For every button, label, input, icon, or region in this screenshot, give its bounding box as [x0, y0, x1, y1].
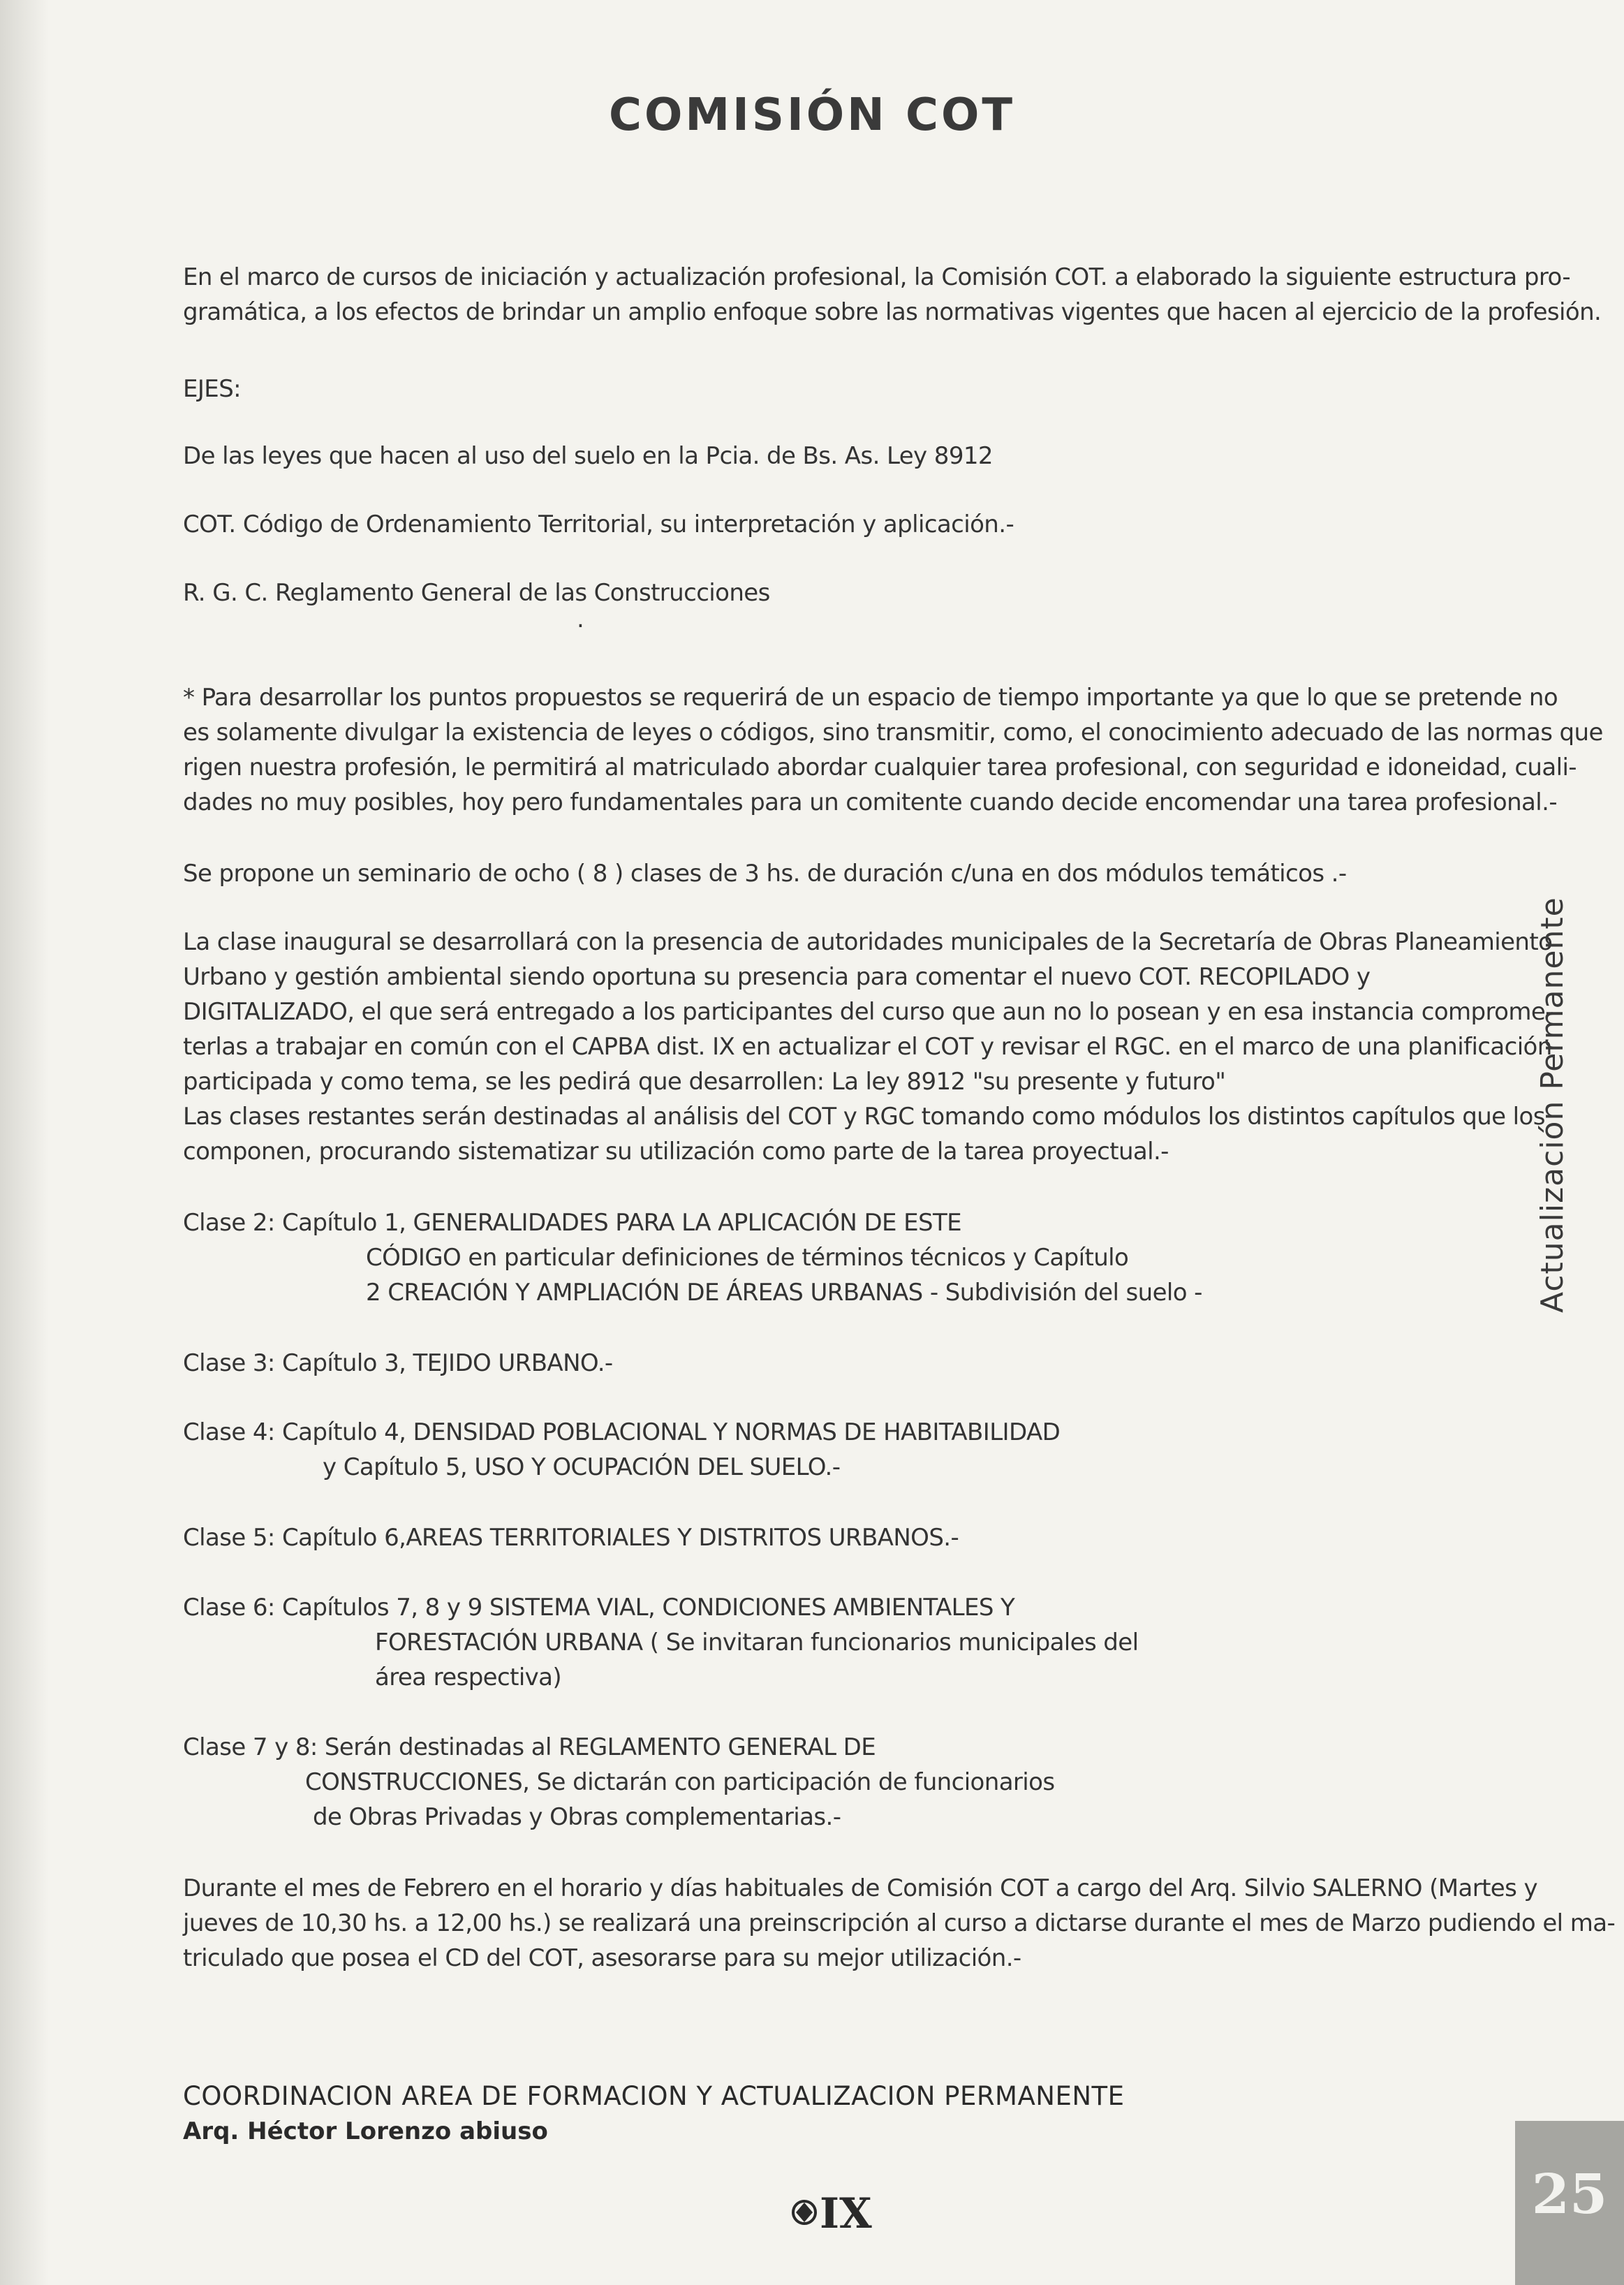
intro-line: En el marco de cursos de iniciación y actualización profesional, la Comisión COT. a elaborado la siguiente estructura pro- — [183, 263, 1570, 291]
clase-line: Clase 6: Capítulos 7, 8 y 9 SISTEMA VIAL, CONDICIONES AMBIENTALES Y — [183, 1594, 1015, 1622]
clase-line: 2 CREACIÓN Y AMPLIACIÓN DE ÁREAS URBANAS - Subdivisión del suelo - — [366, 1279, 1202, 1307]
inaugural-line: Urbano y gestión ambiental siendo oportuna su presencia para comentar el nuevo COT. RECOPILADO y — [183, 963, 1371, 991]
closing-line: Durante el mes de Febrero en el horario y días habituales de Comisión COT a cargo del Arq. Silvio SALERNO (Martes y — [183, 1874, 1537, 1902]
clase-line: Clase 2: Capítulo 1, GENERALIDADES PARA LA APLICACIÓN DE ESTE — [183, 1209, 962, 1237]
ejes-heading: EJES: — [183, 375, 242, 403]
dot-mark: . — [577, 605, 584, 633]
signature: Arq. Héctor Lorenzo abiuso — [183, 2117, 548, 2145]
clase-4 — [183, 1415, 1466, 1485]
inaugural-line: terlas a trabajar en común con el CAPBA dist. IX en actualizar el COT y revisar el RGC. en el marco de una planificación — [183, 1033, 1552, 1061]
intro-paragraph — [183, 260, 1602, 330]
section-side-label: Actualización Permanente — [1535, 897, 1570, 1313]
clase-line: FORESTACIÓN URBANA ( Se invitaran funcionarios municipales del — [375, 1629, 1139, 1656]
logo-text: IX — [820, 2189, 872, 2238]
clase-line: CONSTRUCCIONES, Se dictarán con participación de funcionarios — [305, 1768, 1055, 1796]
page-number: 25 — [1531, 2163, 1608, 2226]
clase-7-8 — [183, 1730, 1466, 1835]
inaugural-line: Las clases restantes serán destinadas al análisis del COT y RGC tomando como módulos los distintos capítulos que los — [183, 1103, 1545, 1131]
district-logo — [789, 2184, 880, 2240]
note-line: es solamente divulgar la existencia de leyes o códigos, sino transmitir, como, el conocimiento adecuado de las normas que — [183, 719, 1603, 747]
note-line: dades no muy posibles, hoy pero fundamentales para un comitente cuando decide encomendar una tarea profesional.- — [183, 788, 1558, 816]
inaugural-line: componen, procurando sistematizar su utilización como parte de la tarea proyectual.- — [183, 1138, 1169, 1166]
note-line: rigen nuestra profesión, le permitirá al matriculado abordar cualquier tarea profesional, con seguridad e idoneidad, cuali- — [183, 754, 1577, 781]
note-paragraph — [183, 680, 1603, 820]
clase-line: Clase 4: Capítulo 4, DENSIDAD POBLACIONAL Y NORMAS DE HABITABILIDAD — [183, 1418, 1061, 1446]
clase-2 — [183, 1205, 1466, 1310]
inaugural-line: La clase inaugural se desarrollará con la presencia de autoridades municipales de la Secretaría de Obras Planeamiento — [183, 928, 1553, 956]
clase-6 — [183, 1590, 1466, 1695]
seminar-paragraph: Se propone un seminario de ocho ( 8 ) clases de 3 hs. de duración c/una en dos módulos temáticos .- — [183, 860, 1347, 888]
closing-line: triculado que posea el CD del COT, asesorarse para su mejor utilización.- — [183, 1944, 1021, 1972]
clase-line: CÓDIGO en particular definiciones de términos técnicos y Capítulo — [366, 1244, 1129, 1272]
clase-line: de Obras Privadas y Obras complementarias.- — [313, 1803, 841, 1831]
note-line: * Para desarrollar los puntos propuestos se requerirá de un espacio de tiempo importante ya que lo que se pretende no — [183, 684, 1558, 712]
clase-line: y Capítulo 5, USO Y OCUPACIÓN DEL SUELO.- — [323, 1453, 841, 1481]
capba-logo-icon — [789, 2184, 880, 2240]
inaugural-line: DIGITALIZADO, el que será entregado a los participantes del curso que aun no lo posean y en esa instancia comprome- — [183, 998, 1553, 1026]
page-number-box — [1515, 2121, 1624, 2285]
eje-item: De las leyes que hacen al uso del suelo en la Pcia. de Bs. As. Ley 8912 — [183, 442, 993, 470]
eje-item: COT. Código de Ordenamiento Territorial, su interpretación y aplicación.- — [183, 510, 1014, 538]
eje-item: R. G. C. Reglamento General de las Construcciones — [183, 579, 770, 607]
clase-line: área respectiva) — [375, 1663, 562, 1691]
clase-3: Clase 3: Capítulo 3, TEJIDO URBANO.- — [183, 1349, 613, 1377]
clase-5: Clase 5: Capítulo 6,AREAS TERRITORIALES Y DISTRITOS URBANOS.- — [183, 1524, 959, 1552]
page-title: COMISIÓN COT — [608, 89, 1016, 141]
closing-paragraph — [183, 1871, 1616, 1976]
inaugural-line: participada y como tema, se les pedirá que desarrollen: La ley 8912 "su presente y futuro" — [183, 1068, 1226, 1096]
closing-line: jueves de 10,30 hs. a 12,00 hs.) se realizará una preinscripción al curso a dictarse durante el mes de Marzo pudiendo el ma- — [183, 1909, 1616, 1937]
inaugural-paragraph — [183, 925, 1553, 1169]
intro-line: gramática, a los efectos de brindar un amplio enfoque sobre las normativas vigentes que hacen al ejercicio de la profesión. — [183, 298, 1602, 326]
page-binding-shadow — [0, 0, 49, 2285]
clase-line: Clase 7 y 8: Serán destinadas al REGLAMENTO GENERAL DE — [183, 1733, 876, 1761]
coordination-heading: COORDINACION AREA DE FORMACION Y ACTUALIZACION PERMANENTE — [183, 2081, 1125, 2111]
